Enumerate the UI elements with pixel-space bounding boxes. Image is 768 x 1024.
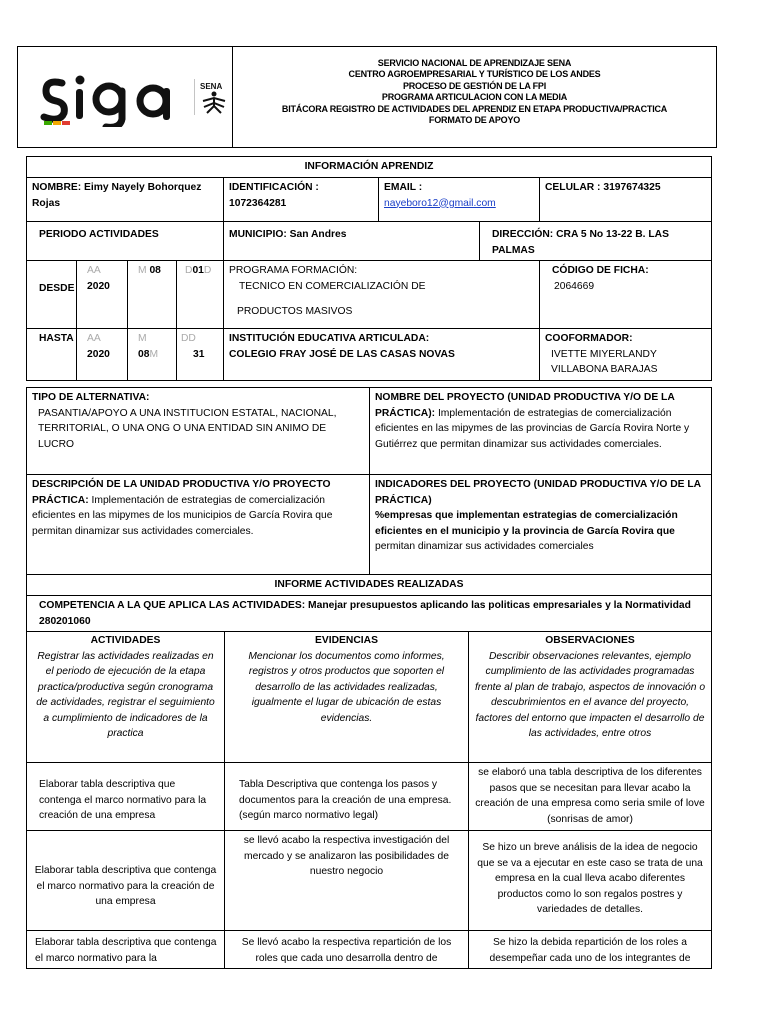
programa-line-1: TECNICO EN COMERCIALIZACIÓN DE	[239, 280, 426, 292]
actividad-cell: Elaborar tabla descriptiva que contenga el marco normativo para la	[27, 931, 225, 969]
descripcion-cell	[27, 475, 370, 575]
evidencia-cell: se llevó acabo la respectiva investigación del mercado y se analizaron las posibilidades de nuestro negocio	[225, 831, 469, 931]
table-row	[27, 931, 712, 969]
actividades-hint: Registrar las actividades realizadas en el periodo de ejecución de la etapa practica/productiva según cronograma de actividades, registrar el seguimiento a cumplimiento de indicadores de la practica	[36, 650, 215, 739]
desde-label: DESDE	[27, 261, 77, 329]
hasta-month-cell	[128, 329, 177, 381]
observacion-cell: Se hizo un breve análisis de la idea de negocio que se va a ejecutar en este caso se trata de una empresa en la cual lleva acabo diferentes productos como lo son regalos postres y variedades de detalles.	[469, 831, 712, 931]
desde-day: 01	[192, 265, 204, 276]
hasta-month: 08	[138, 348, 150, 360]
header-line: FORMATO DE APOYO	[428, 115, 521, 126]
identificacion-label: IDENTIFICACIÓN :	[229, 182, 319, 193]
header-line: CENTRO AGROEMPRESARIAL Y TURÍSTICO DE LOS ANDES	[348, 69, 601, 80]
programa-line-2: PRODUCTOS MASIVOS	[237, 306, 353, 317]
header-line: BITÁCORA REGISTRO DE ACTIVIDADES DEL APRENDIZ EN ETAPA PRODUCTIVA/PRACTICA	[281, 103, 668, 114]
svg-text:SENA: SENA	[200, 82, 223, 91]
tipo-alternativa-cell	[27, 388, 370, 475]
logo-area	[18, 47, 233, 147]
actividades-header: ACTIVIDADES	[90, 635, 161, 646]
header-line: SERVICIO NACIONAL DE APRENDIZAJE SENA	[377, 58, 572, 68]
tipo-value: PASANTIA/APOYO A UNA INSTITUCION ESTATAL, NACIONAL, TERRITORIAL, O UNA ONG O UNA ENTIDAD SIN ANIMO DE LUCRO	[38, 407, 337, 450]
hasta-day: 31	[193, 348, 205, 360]
institucion-label: INSTITUCIÓN EDUCATIVA ARTICULADA:	[229, 333, 430, 344]
observaciones-header-cell	[469, 632, 712, 763]
municipio-cell: MUNICIPIO: San Andres	[224, 222, 480, 261]
info-title: INFORMACIÓN APRENDIZ	[27, 157, 712, 178]
programa-cell	[224, 261, 540, 329]
ficha-value: 2064669	[554, 280, 595, 292]
informe-title: INFORME ACTIVIDADES REALIZADAS	[27, 575, 712, 596]
identificacion-cell	[224, 178, 379, 222]
hasta-year-cell	[77, 329, 128, 381]
desde-year: 2020	[87, 280, 110, 292]
email-link[interactable]: nayeboro12@gmail.com	[384, 197, 496, 209]
evidencia-cell: Tabla Descriptiva que contenga los pasos y documentos para la creación de una empresa. (según marco normativo legal)	[225, 763, 469, 831]
table-row	[27, 763, 712, 831]
indicadores-label: INDICADORES DEL PROYECTO (UNIDAD PRODUCTIVA Y/O DE LA PRÁCTICA)	[375, 479, 701, 506]
dd-hint: DD	[181, 333, 196, 344]
dd-hint-suffix: D	[203, 265, 212, 276]
coformador-cell	[540, 329, 712, 381]
coformador-label: COOFORMADOR:	[545, 333, 633, 344]
ficha-label: CÓDIGO DE FICHA:	[552, 265, 649, 276]
sena-logo	[194, 75, 228, 119]
periodo-cell: PERIODO ACTIVIDADES	[27, 222, 224, 261]
descripcion-label: DESCRIPCIÓN DE LA UNIDAD PRODUCTIVA Y/O PROYECTO PRÁCTICA:	[32, 479, 331, 506]
desde-month-cell	[128, 261, 177, 329]
desde-day-cell	[177, 261, 224, 329]
hasta-label: HASTA	[27, 329, 77, 381]
indicadores-cell	[370, 475, 712, 575]
header-line: PROCESO DE GESTIÓN DE LA FPI	[402, 80, 547, 91]
mm-hint: M	[138, 265, 147, 276]
document-header	[17, 46, 717, 148]
desde-month: 08	[149, 265, 161, 276]
ficha-cell	[540, 261, 712, 329]
nombre-proyecto-value: Implementación de estrategias de comercialización eficientes en las mipymes de las provincias de García Rovira Norte y Gutiérrez que permitan dinamizar sus actividades comerciales.	[375, 407, 690, 450]
hasta-day-cell	[177, 329, 224, 381]
nombre-proyecto-cell	[370, 388, 712, 475]
observacion-cell: Se hizo la debida repartición de los roles a desempeñar cada uno de los integrantes de	[469, 931, 712, 969]
aa-hint: AA	[87, 333, 101, 344]
mm-hint-suffix: M	[149, 348, 159, 360]
hasta-year: 2020	[87, 348, 110, 360]
competencia-cell: COMPETENCIA A LA QUE APLICA LAS ACTIVIDADES: Manejar presupuestos aplicando las politicas empresariales y la Normatividad 280201060	[27, 596, 712, 632]
identificacion-value: 1072364281	[229, 197, 287, 209]
observacion-cell: se elaboró una tabla descriptiva de los diferentes pasos que se necesitan para llevar acabo la creación de una empresa como seria smile of love (sonrisas de amor)	[469, 763, 712, 831]
actividad-cell: Elaborar tabla descriptiva que contenga el marco normativo para la creación de una empresa	[27, 763, 225, 831]
aa-hint: AA	[87, 265, 101, 276]
email-cell	[379, 178, 540, 222]
evidencias-header: EVIDENCIAS	[315, 635, 378, 646]
informe-table	[26, 574, 712, 969]
actividades-header-cell	[27, 632, 225, 763]
coformador-value: IVETTE MIYERLANDY VILLABONA BARAJAS	[551, 348, 658, 375]
desde-year-cell	[77, 261, 128, 329]
dd-hint: D	[185, 265, 193, 276]
celular-cell: CELULAR : 3197674325	[540, 178, 712, 222]
observaciones-header: OBSERVACIONES	[545, 635, 635, 646]
header-line: PROGRAMA ARTICULACION CON LA MEDIA	[381, 92, 568, 103]
institution-heading	[233, 47, 716, 147]
info-table	[26, 156, 712, 381]
programa-label: PROGRAMA FORMACIÓN:	[229, 265, 358, 276]
descripcion-value: Implementación de estrategias de comercialización eficientes en las mipymes de los municipios de García Rovira que permitan dinamizar sus actividades comerciales.	[32, 494, 333, 537]
evidencia-cell: Se llevó acabo la respectiva repartición de los roles que cada uno desarrolla dentro de	[225, 931, 469, 969]
mm-hint: M	[138, 333, 147, 344]
indicadores-bold: %empresas que implementan estrategias de comercialización eficientes en el municipio y la provincia de García Rovira que	[375, 510, 678, 537]
direccion-cell: DIRECCIÓN: CRA 5 No 13-22 B. LAS PALMAS	[480, 222, 712, 261]
nombre-proyecto-label: NOMBRE DEL PROYECTO (UNIDAD PRODUCTIVA Y/O DE LA PRÁCTICA):	[375, 392, 675, 419]
institucion-cell	[224, 329, 540, 381]
indicadores-rest: permitan dinamizar sus actividades comerciales	[375, 541, 594, 552]
actividad-cell: Elaborar tabla descriptiva que contenga el marco normativo para la creación de una empresa	[27, 831, 225, 931]
institucion-value: COLEGIO FRAY JOSÉ DE LAS CASAS NOVAS	[229, 348, 455, 360]
evidencias-hint: Mencionar los documentos como informes, registros y otros productos que soporten el desarrollo de las actividades realizadas, igualmente el lugar de ubicación de estas evidencias.	[248, 650, 445, 724]
table-row	[27, 831, 712, 931]
email-label: EMAIL :	[384, 182, 423, 193]
observaciones-hint: Describir observaciones relevantes, ejemplo cumplimiento de las actividades programadas frente al plan de trabajo, aspectos de innovación o descubrimientos en el avance del proyecto, factores del entorno que impacten el desarrollo de las actividades, entre otros	[474, 650, 706, 739]
project-table	[26, 387, 712, 575]
evidencias-header-cell	[225, 632, 469, 763]
tipo-label: TIPO DE ALTERNATIVA:	[32, 392, 150, 403]
nombre-cell: NOMBRE: Eimy Nayely Bohorquez Rojas	[27, 178, 224, 222]
siga-logo	[40, 69, 185, 127]
